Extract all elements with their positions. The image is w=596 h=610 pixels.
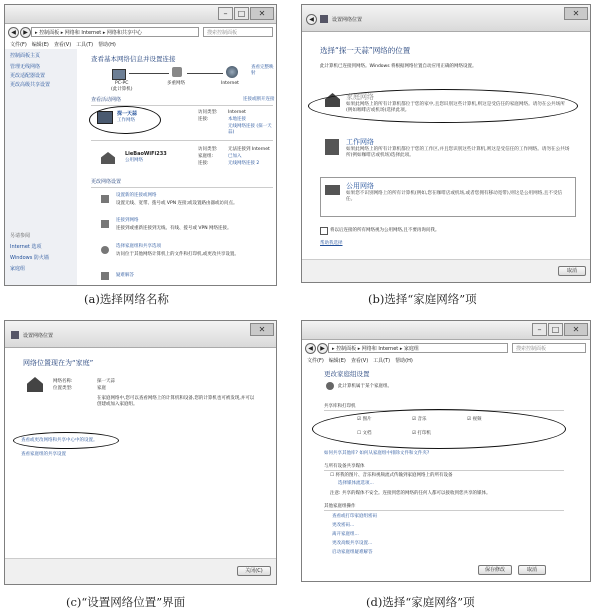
location-type-label: 位置类型: xyxy=(53,386,73,391)
sidebar-item-sharing[interactable]: 更改高级共享设置 xyxy=(10,82,51,88)
network-name-label: 网络名称: xyxy=(53,379,73,384)
close-button[interactable]: ✕ xyxy=(250,323,274,336)
network1-name[interactable]: 探一天蒜 xyxy=(117,111,138,117)
media-options-link[interactable]: 选择媒体流选项... xyxy=(338,481,374,486)
search-input[interactable]: 搜索控制面板 xyxy=(512,343,586,353)
map-node-this-pc: (此计算机) xyxy=(111,87,133,92)
work-building-icon xyxy=(325,139,339,155)
leave-homegroup-link[interactable]: 离开家庭组... xyxy=(332,532,359,537)
page-title: 查看基本网络信息并设置连接 xyxy=(91,55,176,63)
task-homegroup-desc: 访问位于其他网络计算机上的文件和打印机,或更改共享设置。 xyxy=(116,252,239,257)
network2-homegroup-value[interactable]: 已加入 xyxy=(228,154,242,159)
back-arrow-icon[interactable]: ◀ xyxy=(8,27,19,38)
public-checkbox-label: 将以后连接的所有网络视为公用网络,且不要再询问我。 xyxy=(330,228,440,233)
multiple-networks-icon xyxy=(172,67,182,77)
highlight-ellipse xyxy=(13,432,119,449)
home-icon xyxy=(27,377,43,392)
close-button[interactable]: ✕ xyxy=(564,7,588,20)
network-center-link[interactable]: 查看或更改网络和共享中心中的设置。 xyxy=(21,438,98,443)
maximize-button[interactable]: □ xyxy=(548,323,563,336)
menu-bar xyxy=(307,357,413,364)
task-troubleshoot[interactable]: 疑难解答 xyxy=(116,273,134,278)
search-input[interactable]: 搜索控制面板 xyxy=(203,27,273,37)
network2-homegroup-label: 家庭组: xyxy=(198,154,214,159)
check-music-label: 音乐 xyxy=(417,417,427,422)
menu-help[interactable]: 帮助(H) xyxy=(395,358,413,364)
option-work-title[interactable]: 工作网络 xyxy=(346,138,374,146)
active-networks-title: 查看活动网络 xyxy=(91,97,122,103)
media-checkbox[interactable]: ☐ 将我的图片、音乐和视频流式传输到家庭网络上的所有设备 xyxy=(330,473,453,478)
network2-type[interactable]: 公用网络 xyxy=(125,158,143,163)
menu-file[interactable]: 文件(F) xyxy=(307,358,324,364)
task-connect-desc: 连接到或重新连接到无线、有线、拨号或 VPN 网络连接。 xyxy=(116,226,232,231)
minimize-button[interactable]: – xyxy=(532,323,547,336)
globe-icon xyxy=(226,66,238,78)
option-work-desc: 如果此网络上的所有计算机都位于您的工作区,并且您识别这些计算机,则这是受信任的工作网络。请勿在公共场所(例如咖啡店或机场)选择此项。 xyxy=(346,147,570,158)
menu-edit[interactable]: 编辑(E) xyxy=(328,358,346,364)
highlight-ellipse xyxy=(89,106,161,134)
forward-arrow-icon[interactable]: ▶ xyxy=(20,27,31,38)
network2-conn-value[interactable]: 无线网络连接 2 xyxy=(228,161,260,166)
other-actions-title: 其他家庭组操作 xyxy=(324,504,356,509)
task-connect[interactable]: 连接到网络 xyxy=(116,218,139,223)
menu-view[interactable]: 查看(V) xyxy=(53,42,72,48)
network2-name: LieBaoWiFi233 xyxy=(125,151,167,157)
menu-file[interactable]: 文件(F) xyxy=(10,42,27,48)
check-documents-label: 文档 xyxy=(362,431,372,436)
location-desc: 在家庭网络中,您可以查看网络上的计算机和设备,您的计算机也可被发现,并可以创建或加入家庭组。 xyxy=(97,396,255,407)
forward-arrow-icon[interactable]: ▶ xyxy=(317,343,328,354)
computer-icon xyxy=(112,69,126,80)
sidebar-item-wireless[interactable]: 管理无线网络 xyxy=(10,64,41,70)
share-other-libraries-link[interactable]: 如何共享其他库? 如何从家庭组中排除文件和文件夹? xyxy=(324,451,430,456)
location-type-value: 家庭 xyxy=(97,386,106,391)
view-password-link[interactable]: 查看或打印家庭组密码 xyxy=(332,514,377,519)
option-home-title[interactable]: 家庭网络 xyxy=(346,93,374,101)
full-map-link[interactable]: 查看完整映射 xyxy=(251,65,274,76)
network-name-value: 探一天蒜 xyxy=(97,379,115,384)
sidebar xyxy=(5,49,77,286)
troubleshoot-icon xyxy=(101,272,109,280)
menu-edit[interactable]: 编辑(E) xyxy=(31,42,49,48)
sidebar-item-adapter[interactable]: 更改适配器设置 xyxy=(10,73,46,79)
public-bench-icon xyxy=(325,185,340,195)
caption-c: (c)“设置网络位置”界面 xyxy=(66,595,186,609)
dialog-intro: 此计算机已连接到网络。Windows 将根据网络位置自动应用正确的网络设置。 xyxy=(320,64,477,69)
sidebar-item-home[interactable]: 控制面板主页 xyxy=(10,53,41,59)
map-node-multi: 多重网络 xyxy=(167,81,185,86)
homegroup-settings-link[interactable]: 查看家庭组的共享设置 xyxy=(21,452,66,457)
check-pictures[interactable]: ☑ 图片 xyxy=(357,417,372,422)
menu-bar xyxy=(10,41,116,48)
caption-b: (b)选择“家庭网络”项 xyxy=(368,292,477,306)
network2-access-label: 访问类型: xyxy=(198,147,218,152)
panel-d-titlebar xyxy=(302,321,590,340)
highlight-ellipse xyxy=(308,89,578,123)
network1-conn-value-2[interactable]: 无线网络连接 (探一天蒜) xyxy=(228,124,272,135)
option-home-desc: 如果此网络上的所有计算机都位于您的家中,且您识别这些计算机,则这是受信任的家庭网络。请勿在公共场所(例如咖啡店或机场)选择此项。 xyxy=(346,102,565,113)
homegroup-troubleshoot-link[interactable]: 启动家庭组疑难解答 xyxy=(332,550,373,555)
cancel-button[interactable]: 取消 xyxy=(518,565,546,575)
dialog-heading: 选择“探一天蒜”网络的位置 xyxy=(320,46,411,55)
see-also-firewall[interactable]: Windows 防火墙 xyxy=(10,255,49,261)
check-pictures-label: 图片 xyxy=(362,417,372,422)
check-music[interactable]: ☑ 音乐 xyxy=(412,417,427,422)
connect-disconnect-link[interactable]: 连接或断开连接 xyxy=(243,97,275,102)
panel-d-homegroup xyxy=(301,320,591,582)
network2-access-value: 无法连接到 Internet xyxy=(228,147,270,152)
highlight-ellipse xyxy=(312,409,566,449)
network1-conn-label: 连接: xyxy=(198,117,209,122)
menu-view[interactable]: 查看(V) xyxy=(350,358,369,364)
task-new-connection[interactable]: 设置新的连接或网络 xyxy=(116,193,157,198)
menu-tools[interactable]: 工具(T) xyxy=(76,42,94,48)
task-homegroup[interactable]: 选择家庭组和共享选项 xyxy=(116,244,161,249)
panel-a-titlebar xyxy=(5,5,276,24)
check-documents[interactable]: ☐ 文档 xyxy=(357,431,372,436)
media-checkbox-label: 将我的图片、音乐和视频流式传输到家庭网络上的所有设备 xyxy=(335,473,453,478)
map-line-2 xyxy=(187,73,223,74)
network1-access-value: Internet xyxy=(228,110,246,115)
save-changes-button[interactable]: 保存修改 xyxy=(478,565,512,575)
panel-a-network-center xyxy=(4,4,277,286)
footer-bar xyxy=(302,259,590,283)
map-node-internet: Internet xyxy=(221,81,239,86)
new-connection-icon xyxy=(101,195,109,203)
change-settings-title: 更改网络设置 xyxy=(91,179,122,185)
check-videos[interactable]: ☑ 视频 xyxy=(467,417,482,422)
panel-c-titlebar xyxy=(5,321,276,348)
task-new-connection-desc: 设置无线、宽带、拨号或 VPN 连接;或设置路由器或访问点。 xyxy=(116,201,238,206)
change-password-link[interactable]: 更改密码... xyxy=(332,523,355,528)
network2-conn-label: 连接: xyxy=(198,161,209,166)
network-location-icon xyxy=(320,15,328,23)
page-title: 更改家庭组设置 xyxy=(324,370,370,378)
maximize-button[interactable]: □ xyxy=(234,7,249,20)
close-button[interactable]: ✕ xyxy=(564,323,588,336)
option-public-title[interactable]: 公用网络 xyxy=(346,182,374,190)
map-line xyxy=(129,73,169,74)
close-dialog-button[interactable]: 关闭(C) xyxy=(237,566,271,576)
cancel-button[interactable]: 取消 xyxy=(558,266,586,276)
help-choose-link[interactable]: 帮助我选择 xyxy=(320,241,343,246)
homegroup-icon xyxy=(326,382,334,390)
map-node-pc: PC-PC xyxy=(115,81,129,86)
window-title: 设置网络位置 xyxy=(332,17,363,23)
network1-type[interactable]: 工作网络 xyxy=(117,118,135,123)
check-printers[interactable]: ☑ 打印机 xyxy=(412,431,431,436)
public-network-icon xyxy=(101,152,115,164)
footer-bar xyxy=(5,558,276,585)
network1-conn-value-1[interactable]: 本地连接 xyxy=(228,117,246,122)
menu-tools[interactable]: 工具(T) xyxy=(373,358,391,364)
back-arrow-icon[interactable]: ◀ xyxy=(306,14,317,25)
address-bar[interactable]: ▸ 控制面板 ▸ 网络和 Internet ▸ 家庭组 xyxy=(328,343,508,353)
connect-network-icon xyxy=(101,220,109,228)
window-title: 设置网络位置 xyxy=(23,333,54,339)
panel-b-network-location xyxy=(301,4,591,283)
panel-c-location-set xyxy=(4,320,277,585)
public-checkbox[interactable] xyxy=(320,227,328,235)
homegroup-note: 此计算机属于某个家庭组。 xyxy=(338,384,392,389)
caption-a: (a)选择网络名称 xyxy=(84,292,169,306)
panel-b-titlebar xyxy=(302,5,590,32)
libraries-title: 共享库和打印机 xyxy=(324,404,356,409)
homegroup-icon xyxy=(101,246,109,254)
caption-d: (d)选择“家庭网络”项 xyxy=(366,595,475,609)
network1-access-label: 访问类型: xyxy=(198,110,218,115)
check-videos-label: 视频 xyxy=(472,417,482,422)
address-bar[interactable]: ▸ 控制面板 ▸ 网络和 Internet ▸ 网络和共享中心 xyxy=(31,27,199,37)
see-also-internet-options[interactable]: Internet 选项 xyxy=(10,244,42,250)
option-public-desc: 如果您不识别网络上的所有计算机(例如,您在咖啡店或机场,或者您拥有移动宽带),则这是公用网络,且不受信任。 xyxy=(346,191,563,202)
back-arrow-icon[interactable]: ◀ xyxy=(305,343,316,354)
check-printers-label: 打印机 xyxy=(417,431,431,436)
minimize-button[interactable]: – xyxy=(218,7,233,20)
menu-help[interactable]: 帮助(H) xyxy=(98,42,116,48)
network-location-icon xyxy=(11,331,19,339)
media-note: 注意: 共享的媒体不安全。连接到您的网络的任何人都可以接收到您共享的媒体。 xyxy=(330,491,491,496)
close-button[interactable]: ✕ xyxy=(250,7,274,20)
dialog-heading: 网络位置现在为“家庭” xyxy=(23,359,94,367)
advanced-sharing-link[interactable]: 更改高级共享设置... xyxy=(332,541,373,546)
see-also-homegroup[interactable]: 家庭组 xyxy=(10,266,26,272)
see-also-title: 另请参阅 xyxy=(10,233,31,239)
media-title: 与所有设备共享媒体 xyxy=(324,464,365,469)
